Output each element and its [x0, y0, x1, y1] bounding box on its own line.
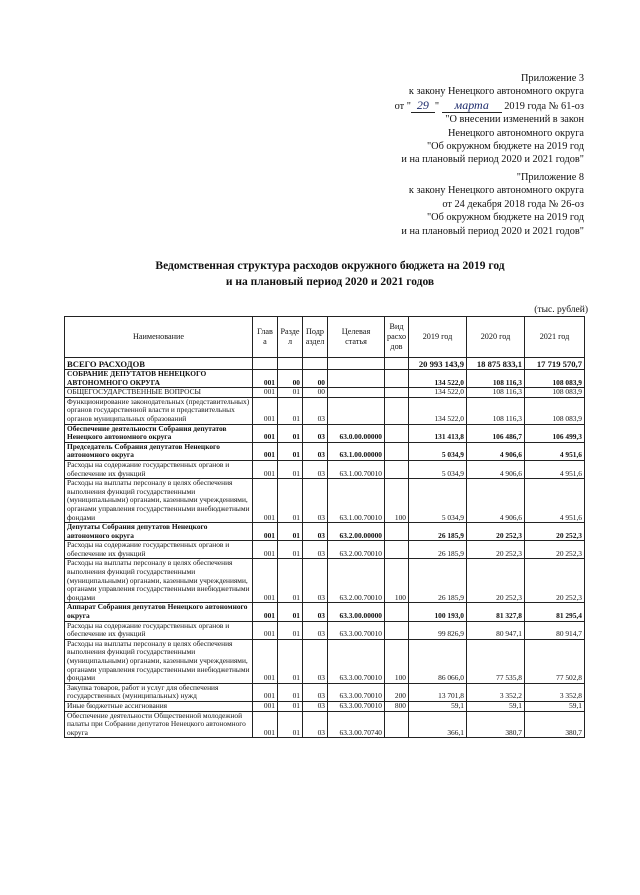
row-expense-type	[385, 424, 409, 442]
date-mid: "	[434, 100, 442, 112]
row-section: 01	[278, 683, 303, 701]
row-amount-2019: 134 522,0	[409, 388, 467, 398]
title-line-2: и на плановый период 2020 и 2021 годов	[225, 276, 435, 288]
row-target-item	[328, 358, 385, 370]
appendix-3-line: Приложение 3	[521, 73, 584, 84]
row-section: 01	[278, 442, 303, 460]
table-header-row	[65, 317, 585, 358]
row-chapter: 001	[253, 397, 278, 424]
appendix-3-line: и на плановый период 2020 и 2021 годов"	[401, 154, 584, 166]
row-expense-type	[385, 603, 409, 621]
row-expense-type	[385, 370, 409, 388]
row-section: 01	[278, 523, 303, 541]
row-subsection: 03	[303, 460, 328, 478]
row-expense-type: 100	[385, 479, 409, 523]
handwritten-day: 29	[411, 99, 435, 113]
header-name: Наименование	[65, 317, 253, 358]
row-name: Расходы на выплаты персоналу в целях обеспечения выполнения функций государственными (муниципальными) органами, казенными учреждениями, органами управления государственными внебюджетными фондами	[65, 559, 253, 603]
row-chapter: 001	[253, 559, 278, 603]
table-row	[65, 358, 585, 370]
row-section: 01	[278, 424, 303, 442]
row-section: 01	[278, 460, 303, 478]
appendix-8-line: к закону Ненецкого автономного округа	[408, 185, 584, 197]
row-name: Функционирование законодательных (представительных) органов государственной власти и представительных органов муниципальных образований	[65, 397, 253, 424]
row-target-item: 63.3.00.70740	[328, 711, 385, 738]
row-target-item: 63.2.00.70010	[328, 541, 385, 559]
header-section: Разде л	[278, 317, 303, 358]
row-amount-2019: 131 413,8	[409, 424, 467, 442]
appendix-3-line: "О внесении изменений в закон	[445, 114, 584, 126]
row-amount-2020: 380,7	[467, 711, 525, 738]
row-section: 01	[278, 397, 303, 424]
row-chapter	[253, 358, 278, 370]
row-amount-2019: 366,1	[409, 711, 467, 738]
row-amount-2021: 4 951,6	[525, 479, 585, 523]
row-section: 01	[278, 559, 303, 603]
header-2020: 2020 год	[467, 317, 525, 358]
row-amount-2021: 106 499,3	[525, 424, 585, 442]
budget-table	[64, 316, 585, 738]
table-row	[65, 460, 585, 478]
row-subsection: 00	[303, 388, 328, 398]
row-expense-type	[385, 621, 409, 639]
row-name: Закупка товаров, работ и услуг для обеспечения государственных (муниципальных) нужд	[65, 683, 253, 701]
row-amount-2019: 26 185,9	[409, 559, 467, 603]
row-expense-type	[385, 358, 409, 370]
row-amount-2021: 80 914,7	[525, 621, 585, 639]
row-amount-2019: 5 034,9	[409, 479, 467, 523]
row-amount-2021: 380,7	[525, 711, 585, 738]
appendix-8-line: от 24 декабря 2018 года № 26-оз	[442, 198, 584, 210]
row-amount-2021: 4 951,6	[525, 460, 585, 478]
row-subsection: 03	[303, 559, 328, 603]
row-section: 01	[278, 603, 303, 621]
row-chapter: 001	[253, 683, 278, 701]
row-target-item: 63.3.00.70010	[328, 683, 385, 701]
row-target-item: 63.3.00.70010	[328, 701, 385, 711]
row-amount-2019: 86 066,0	[409, 639, 467, 683]
row-section: 01	[278, 621, 303, 639]
row-name: ОБЩЕГОСУДАРСТВЕННЫЕ ВОПРОСЫ	[65, 388, 253, 398]
row-amount-2021: 77 502,8	[525, 639, 585, 683]
row-target-item	[328, 388, 385, 398]
handwritten-month: марта	[442, 99, 502, 113]
table-row	[65, 603, 585, 621]
row-chapter: 001	[253, 603, 278, 621]
row-amount-2019: 5 034,9	[409, 442, 467, 460]
table-row	[65, 541, 585, 559]
row-expense-type	[385, 388, 409, 398]
row-chapter: 001	[253, 711, 278, 738]
header-2019: 2019 год	[409, 317, 467, 358]
row-section: 01	[278, 388, 303, 398]
row-subsection: 03	[303, 711, 328, 738]
document-title	[60, 258, 600, 290]
appendix-8-line: "Приложение 8	[516, 172, 584, 183]
row-subsection: 03	[303, 639, 328, 683]
row-amount-2019: 20 993 143,9	[409, 358, 467, 370]
row-chapter: 001	[253, 541, 278, 559]
row-amount-2020: 4 906,6	[467, 442, 525, 460]
row-chapter: 001	[253, 442, 278, 460]
table-row	[65, 701, 585, 711]
row-name: Обеспечение деятельности Собрания депутатов Ненецкого автономного округа	[65, 424, 253, 442]
row-expense-type: 800	[385, 701, 409, 711]
row-target-item: 63.1.00.70010	[328, 460, 385, 478]
appendix-3-header	[395, 72, 584, 167]
row-amount-2021: 20 252,3	[525, 559, 585, 603]
row-chapter: 001	[253, 701, 278, 711]
table-row	[65, 442, 585, 460]
row-chapter: 001	[253, 460, 278, 478]
row-amount-2020: 3 352,2	[467, 683, 525, 701]
row-subsection: 03	[303, 442, 328, 460]
row-amount-2019: 99 826,9	[409, 621, 467, 639]
row-amount-2020: 20 252,3	[467, 523, 525, 541]
table-row	[65, 523, 585, 541]
row-name: Иные бюджетные ассигнования	[65, 701, 253, 711]
row-amount-2019: 59,1	[409, 701, 467, 711]
row-expense-type	[385, 442, 409, 460]
row-amount-2021: 3 352,8	[525, 683, 585, 701]
row-amount-2020: 106 486,7	[467, 424, 525, 442]
header-subsection: Подр аздел	[303, 317, 328, 358]
row-amount-2021: 59,1	[525, 701, 585, 711]
row-amount-2020: 4 906,6	[467, 479, 525, 523]
row-amount-2019: 134 522,0	[409, 397, 467, 424]
row-name: СОБРАНИЕ ДЕПУТАТОВ НЕНЕЦКОГО АВТОНОМНОГО ОКРУГА	[65, 370, 253, 388]
row-section	[278, 358, 303, 370]
row-expense-type: 100	[385, 559, 409, 603]
table-row	[65, 683, 585, 701]
table-row	[65, 639, 585, 683]
row-target-item: 63.0.00.00000	[328, 424, 385, 442]
row-amount-2021: 108 083,9	[525, 397, 585, 424]
appendix-3-line: Ненецкого автономного округа	[447, 127, 584, 139]
row-amount-2021: 20 252,3	[525, 523, 585, 541]
row-chapter: 001	[253, 523, 278, 541]
row-expense-type	[385, 541, 409, 559]
row-subsection: 03	[303, 541, 328, 559]
row-name: Обеспечение деятельности Общественной молодежной палаты при Собрании депутатов Ненецкого автономного округа	[65, 711, 253, 738]
row-amount-2019: 134 522,0	[409, 370, 467, 388]
header-chapter: Глав а	[253, 317, 278, 358]
row-section: 01	[278, 479, 303, 523]
row-expense-type	[385, 523, 409, 541]
appendix-3-date	[395, 99, 584, 113]
appendix-8-line: и на плановый период 2020 и 2021 годов"	[401, 225, 584, 237]
row-target-item: 63.1.00.00000	[328, 442, 385, 460]
date-suffix: 2019 года № 61-оз	[501, 100, 584, 112]
table-row	[65, 479, 585, 523]
row-amount-2020: 18 875 833,1	[467, 358, 525, 370]
row-subsection: 03	[303, 397, 328, 424]
table-row	[65, 370, 585, 388]
table-body	[65, 358, 585, 738]
row-amount-2021: 81 295,4	[525, 603, 585, 621]
units-label: (тыс. рублей)	[534, 305, 588, 315]
appendix-3-line: к закону Ненецкого автономного округа	[408, 86, 584, 98]
row-amount-2020: 77 535,8	[467, 639, 525, 683]
row-expense-type	[385, 460, 409, 478]
row-target-item: 63.3.00.70010	[328, 621, 385, 639]
row-target-item: 63.3.00.70010	[328, 639, 385, 683]
row-amount-2020: 59,1	[467, 701, 525, 711]
row-name: Расходы на выплаты персоналу в целях обеспечения выполнения функций государственными (муниципальными) органами, казенными учреждениями, органами управления государственными внебюджетными фондами	[65, 639, 253, 683]
row-chapter: 001	[253, 388, 278, 398]
row-chapter: 001	[253, 424, 278, 442]
row-chapter: 001	[253, 639, 278, 683]
row-amount-2020: 20 252,3	[467, 559, 525, 603]
title-line-1: Ведомственная структура расходов окружного бюджета на 2019 год	[155, 260, 505, 272]
row-subsection: 03	[303, 424, 328, 442]
row-subsection: 00	[303, 370, 328, 388]
row-expense-type: 100	[385, 639, 409, 683]
row-amount-2020: 80 947,1	[467, 621, 525, 639]
appendix-8-line: "Об окружном бюджете на 2019 год	[426, 212, 584, 224]
row-name: Расходы на выплаты персоналу в целях обеспечения выполнения функций государственными (муниципальными) органами, казенными учреждениями, органами управления государственными внебюджетными фондами	[65, 479, 253, 523]
appendix-3-line: "Об окружном бюджете на 2019 год	[426, 141, 584, 153]
row-amount-2019: 100 193,0	[409, 603, 467, 621]
date-prefix: от "	[394, 100, 411, 112]
row-target-item: 63.2.00.00000	[328, 523, 385, 541]
row-chapter: 001	[253, 621, 278, 639]
row-target-item	[328, 397, 385, 424]
row-section: 01	[278, 541, 303, 559]
row-amount-2021: 17 719 570,7	[525, 358, 585, 370]
row-name: ВСЕГО РАСХОДОВ	[65, 358, 253, 370]
row-amount-2021: 4 951,6	[525, 442, 585, 460]
row-subsection	[303, 358, 328, 370]
row-section: 00	[278, 370, 303, 388]
row-amount-2020: 108 116,3	[467, 397, 525, 424]
row-subsection: 03	[303, 603, 328, 621]
row-expense-type	[385, 397, 409, 424]
row-subsection: 03	[303, 621, 328, 639]
table-row	[65, 388, 585, 398]
header-expense-type: Вид расхо дов	[385, 317, 409, 358]
row-name: Расходы на содержание государственных органов и обеспечение их функций	[65, 541, 253, 559]
header-2021: 2021 год	[525, 317, 585, 358]
row-section: 01	[278, 639, 303, 683]
row-amount-2020: 4 906,6	[467, 460, 525, 478]
row-name: Расходы на содержание государственных органов и обеспечение их функций	[65, 460, 253, 478]
row-amount-2021: 20 252,3	[525, 541, 585, 559]
row-name: Председатель Собрания депутатов Ненецкого автономного округа	[65, 442, 253, 460]
row-name: Аппарат Собрания депутатов Ненецкого автономного округа	[65, 603, 253, 621]
row-amount-2019: 26 185,9	[409, 523, 467, 541]
row-name: Расходы на содержание государственных органов и обеспечение их функций	[65, 621, 253, 639]
row-amount-2020: 108 116,3	[467, 388, 525, 398]
appendix-8-header	[401, 171, 584, 238]
row-subsection: 03	[303, 701, 328, 711]
row-target-item: 63.1.00.70010	[328, 479, 385, 523]
header-target-item: Целевая статья	[328, 317, 385, 358]
row-amount-2019: 13 701,8	[409, 683, 467, 701]
row-subsection: 03	[303, 523, 328, 541]
table-row	[65, 559, 585, 603]
row-amount-2020: 108 116,3	[467, 370, 525, 388]
row-target-item: 63.3.00.00000	[328, 603, 385, 621]
row-amount-2019: 5 034,9	[409, 460, 467, 478]
row-amount-2021: 108 083,9	[525, 370, 585, 388]
row-subsection: 03	[303, 479, 328, 523]
row-amount-2020: 20 252,3	[467, 541, 525, 559]
row-amount-2020: 81 327,8	[467, 603, 525, 621]
row-target-item: 63.2.00.70010	[328, 559, 385, 603]
row-amount-2021: 108 083,9	[525, 388, 585, 398]
table-row	[65, 397, 585, 424]
row-expense-type	[385, 711, 409, 738]
row-section: 01	[278, 711, 303, 738]
row-section: 01	[278, 701, 303, 711]
row-chapter: 001	[253, 370, 278, 388]
row-subsection: 03	[303, 683, 328, 701]
row-expense-type: 200	[385, 683, 409, 701]
table-row	[65, 424, 585, 442]
row-name: Депутаты Собрания депутатов Ненецкого автономного округа	[65, 523, 253, 541]
row-target-item	[328, 370, 385, 388]
row-chapter: 001	[253, 479, 278, 523]
table-row	[65, 711, 585, 738]
row-amount-2019: 26 185,9	[409, 541, 467, 559]
table-row	[65, 621, 585, 639]
